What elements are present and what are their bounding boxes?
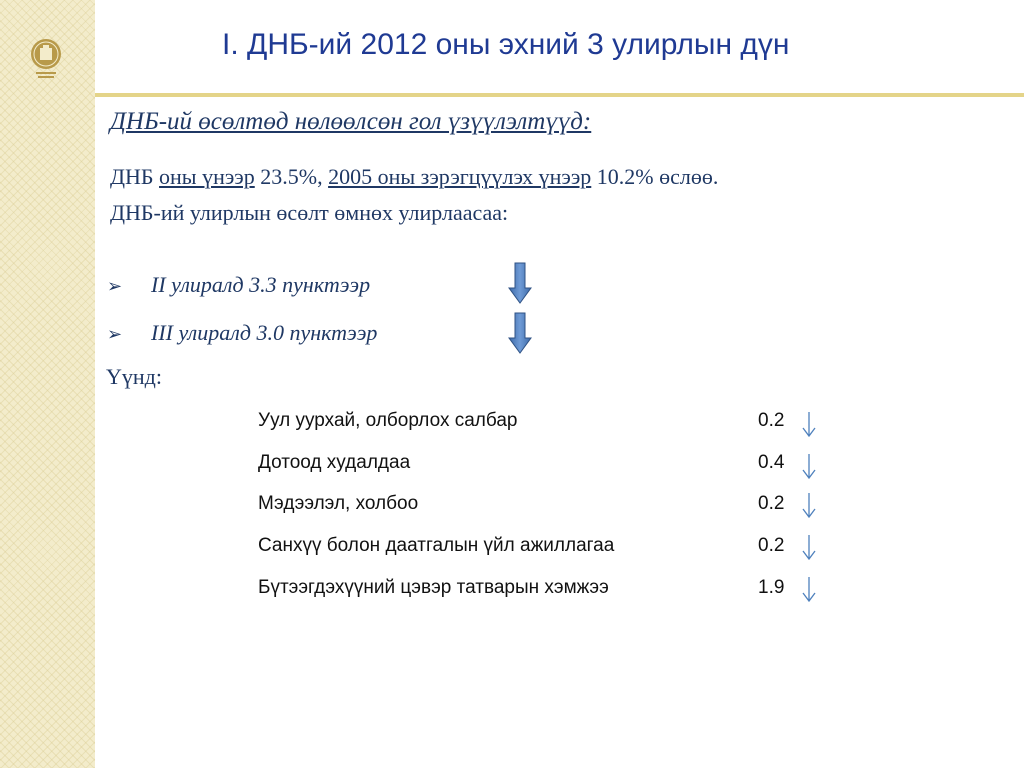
statistics-logo-icon	[30, 38, 62, 82]
sector-value: 0.2	[758, 535, 785, 556]
sector-label: Дотоод худалдаа	[258, 452, 411, 473]
sector-label: Бүтээгдэхүүний цэвэр татварын хэмжээ	[258, 577, 609, 598]
constant-prices-link[interactable]: 2005 оны зэрэгцүүлэх үнээр	[328, 164, 592, 189]
sector-row	[258, 410, 838, 440]
title-divider	[95, 93, 1024, 97]
sector-row	[258, 577, 838, 607]
down-arrow-icon	[802, 577, 816, 605]
gdp-text-2: 23.5%,	[254, 164, 329, 189]
sector-value: 0.2	[758, 410, 785, 431]
sector-label: Санхүү болон даатгалын үйл ажиллагаа	[258, 535, 615, 556]
bullet-arrow-icon: ➢	[107, 276, 123, 297]
gdp-growth-line	[110, 164, 718, 190]
gdp-text-3: 10.2% өслөө.	[591, 164, 719, 189]
sector-row	[258, 493, 838, 523]
bullet-arrow-icon: ➢	[107, 324, 123, 345]
sector-value: 0.2	[758, 493, 785, 514]
down-arrow-icon	[508, 262, 532, 304]
quarterly-growth-line: ДНБ-ий улирлын өсөлт өмнөх улирлаасаа:	[110, 200, 509, 225]
bullet-q3	[107, 320, 377, 346]
down-arrow-icon	[802, 452, 816, 480]
section-subtitle: ДНБ-ий өсөлтөд нөлөөлсөн гол үзүүлэлтүүд:	[110, 108, 592, 135]
current-prices-link[interactable]: оны үнээр	[159, 164, 255, 189]
sector-row	[258, 452, 838, 482]
sector-label: Уул уурхай, олборлох салбар	[258, 410, 518, 431]
down-arrow-icon	[508, 312, 532, 354]
bullet-q2	[107, 272, 370, 298]
bullet-text: III улиралд 3.0 пунктээр	[151, 320, 378, 345]
sector-value: 1.9	[758, 577, 785, 598]
down-arrow-icon	[802, 493, 816, 521]
sector-label: Мэдээлэл, холбоо	[258, 493, 419, 514]
bullet-text: II улиралд 3.3 пунктээр	[151, 272, 371, 297]
sector-row	[258, 535, 838, 565]
gdp-text-1: ДНБ	[110, 164, 160, 189]
down-arrow-icon	[802, 535, 816, 563]
among-label: Үүнд:	[106, 364, 162, 389]
slide-title: I. ДНБ-ий 2012 оны эхний 3 улирлын дүн	[222, 28, 790, 61]
down-arrow-icon	[802, 410, 816, 438]
side-pattern-band	[0, 0, 95, 768]
sector-value: 0.4	[758, 452, 785, 473]
